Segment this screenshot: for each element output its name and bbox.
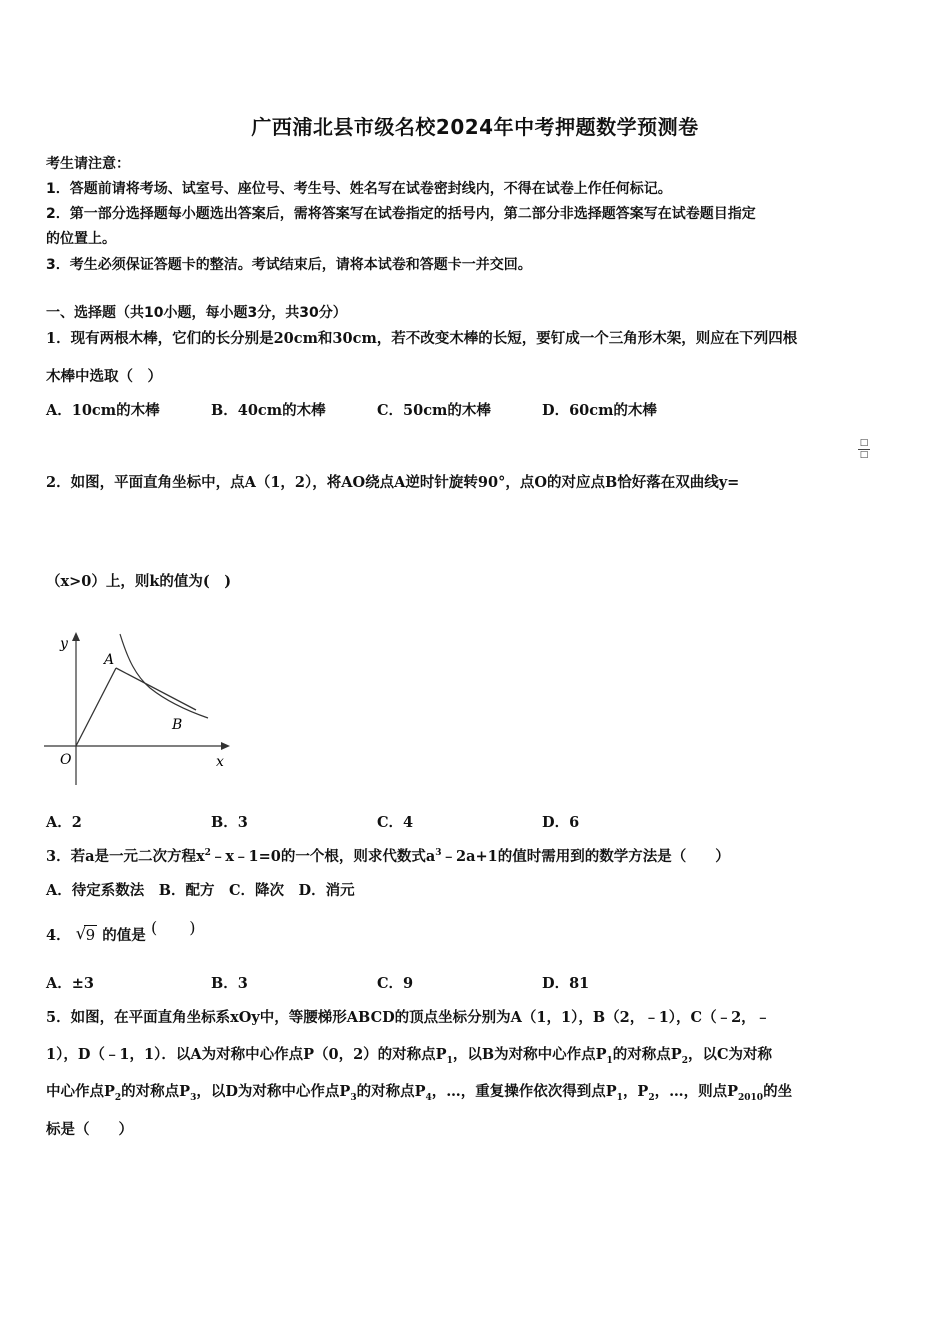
section-heading: 一、选择题（共10小题，每小题3分，共30分） [46, 305, 347, 321]
notice-item-1: 1．答题前请将考场、试室号、座位号、考生号、姓名写在试卷密封线内，不得在试卷上作任何标记。 [46, 181, 672, 197]
q4-answer-paren: ( ) [151, 918, 196, 937]
q2-fraction-numerator: □ [859, 438, 869, 448]
q5-subscript: 1 [606, 1055, 613, 1066]
q5-subscript: 1 [616, 1092, 623, 1103]
notice-item-3: 3．考生必须保证答题卡的整洁。考试结束后，请将本试卷和答题卡一并交回。 [46, 257, 532, 273]
q1-option-b: B．40cm的木棒 [211, 402, 326, 419]
q5-line3-part-g: ，…，则点P [654, 1083, 739, 1100]
q5-line3-part-e: ，…，重复操作依次得到点P [431, 1083, 617, 1100]
q1-stem-line2: 木棒中选取（ ） [46, 368, 162, 385]
q5-subscript: 2 [648, 1092, 655, 1103]
q5-line3-part-a: 中心作点P [46, 1083, 115, 1100]
q3-stem [46, 845, 730, 866]
q2-stem-line2: （x>0）上，则k的值为( ) [46, 573, 232, 590]
q5-line3-part-b: 的对称点P [121, 1083, 191, 1100]
q5-subscript: 1 [446, 1055, 453, 1066]
q2-y-label: y [60, 636, 68, 652]
notice-item-2-cont: 的位置上。 [46, 231, 116, 247]
q5-subscript: 2010 [738, 1092, 764, 1103]
q2-origin-label: O [60, 752, 72, 768]
q5-line2-part-c: 的对称点P [612, 1046, 682, 1063]
q4-option-d: D．81 [542, 975, 590, 992]
q5-line3-part-f: ，P [622, 1083, 649, 1100]
q2-x-axis-arrow [221, 742, 230, 750]
q2-fraction [858, 438, 870, 461]
q2-x-label: x [216, 754, 224, 770]
q3-exponent-1: 2 [204, 848, 211, 859]
q2-figure [40, 628, 240, 788]
q5-line3-part-d: 的对称点P [356, 1083, 426, 1100]
q2-fraction-denominator: □ [859, 450, 869, 460]
q5-stem-line1: 5．如图，在平面直角坐标系xOy中，等腰梯形ABCD的顶点坐标分别为A（1，1），B（2，﹣1），C（﹣2，﹣ [46, 1009, 771, 1026]
notice-item-2: 2．第一部分选择题每小题选出答案后，需将答案写在试卷指定的括号内，第二部分非选择题答案写在试卷题目指定 [46, 206, 756, 222]
q5-line2-part-d: ，以C为对称 [687, 1046, 772, 1063]
q5-subscript: 2 [114, 1092, 122, 1103]
notice-heading: 考生请注意： [46, 156, 130, 172]
q4-radicand: 9 [85, 926, 96, 944]
q4-option-b: B．3 [211, 975, 248, 992]
page-title: 广西浦北县市级名校2024年中考押题数学预测卷 [251, 115, 699, 139]
q3-options: A．待定系数法 B．配方 C．降次 D．消元 [46, 882, 355, 899]
q1-option-d: D．60cm的木棒 [542, 402, 657, 419]
q2-option-a: A．2 [46, 814, 82, 831]
q4-number: 4． [46, 927, 71, 944]
q5-stem-line3 [46, 1080, 792, 1103]
q2-point-a-label: A [104, 652, 115, 668]
q2-option-d: D．6 [542, 814, 580, 831]
q1-option-c: C．50cm的木棒 [377, 402, 491, 419]
q5-subscript: 4 [425, 1092, 432, 1103]
q5-subscript: 3 [190, 1092, 197, 1103]
q3-stem-pre: 3．若a是一元二次方程x [46, 848, 205, 865]
q2-option-c: C．4 [377, 814, 414, 831]
q5-line2-part-b: ，以B为对称中心作点P [452, 1046, 607, 1063]
q5-stem-line2 [46, 1043, 772, 1066]
q4-stem [46, 924, 146, 945]
q2-y-axis-arrow [72, 632, 80, 641]
q4-option-c: C．9 [377, 975, 414, 992]
q5-subscript: 2 [681, 1055, 688, 1066]
q3-exponent-2: 3 [435, 848, 442, 859]
q4-option-a: A．±3 [46, 975, 94, 992]
radical-sign-icon: √ [75, 924, 87, 944]
q5-line3-part-c: ，以D为对称中心作点P [196, 1083, 351, 1100]
q5-line2-part-a: 1），D（﹣1，1）．以A为对称中心作点P（0，2）的对称点P [46, 1046, 447, 1063]
q3-stem-mid: ﹣x﹣1=0的一个根，则求代数式a [210, 848, 436, 865]
q1-option-a: A．10cm的木棒 [46, 402, 160, 419]
q4-sqrt [76, 926, 98, 944]
q2-point-b-label: B [172, 717, 183, 733]
q5-subscript: 3 [350, 1092, 357, 1103]
q4-stem-text: 的值是 [102, 927, 146, 944]
q1-stem-line1: 1．现有两根木棒，它们的长分别是20cm和30cm，若不改变木棒的长短，要钉成一个三角形木架，则应在下列四根 [46, 330, 798, 347]
q2-segment-oa [76, 668, 116, 746]
q2-hyperbola-curve [120, 634, 208, 718]
q3-stem-post: ﹣2a+1的值时需用到的数学方法是（ ） [441, 848, 730, 865]
q2-option-b: B．3 [211, 814, 248, 831]
q5-stem-line4: 标是（ ） [46, 1121, 133, 1138]
q5-line3-part-h: 的坐 [763, 1083, 793, 1100]
q2-segment-ab [116, 668, 196, 710]
q2-stem-line1: 2．如图，平面直角坐标中，点A（1，2），将AO绕点A逆时针旋转90°，点O的对应点B恰好落在双曲线y= [46, 474, 740, 491]
